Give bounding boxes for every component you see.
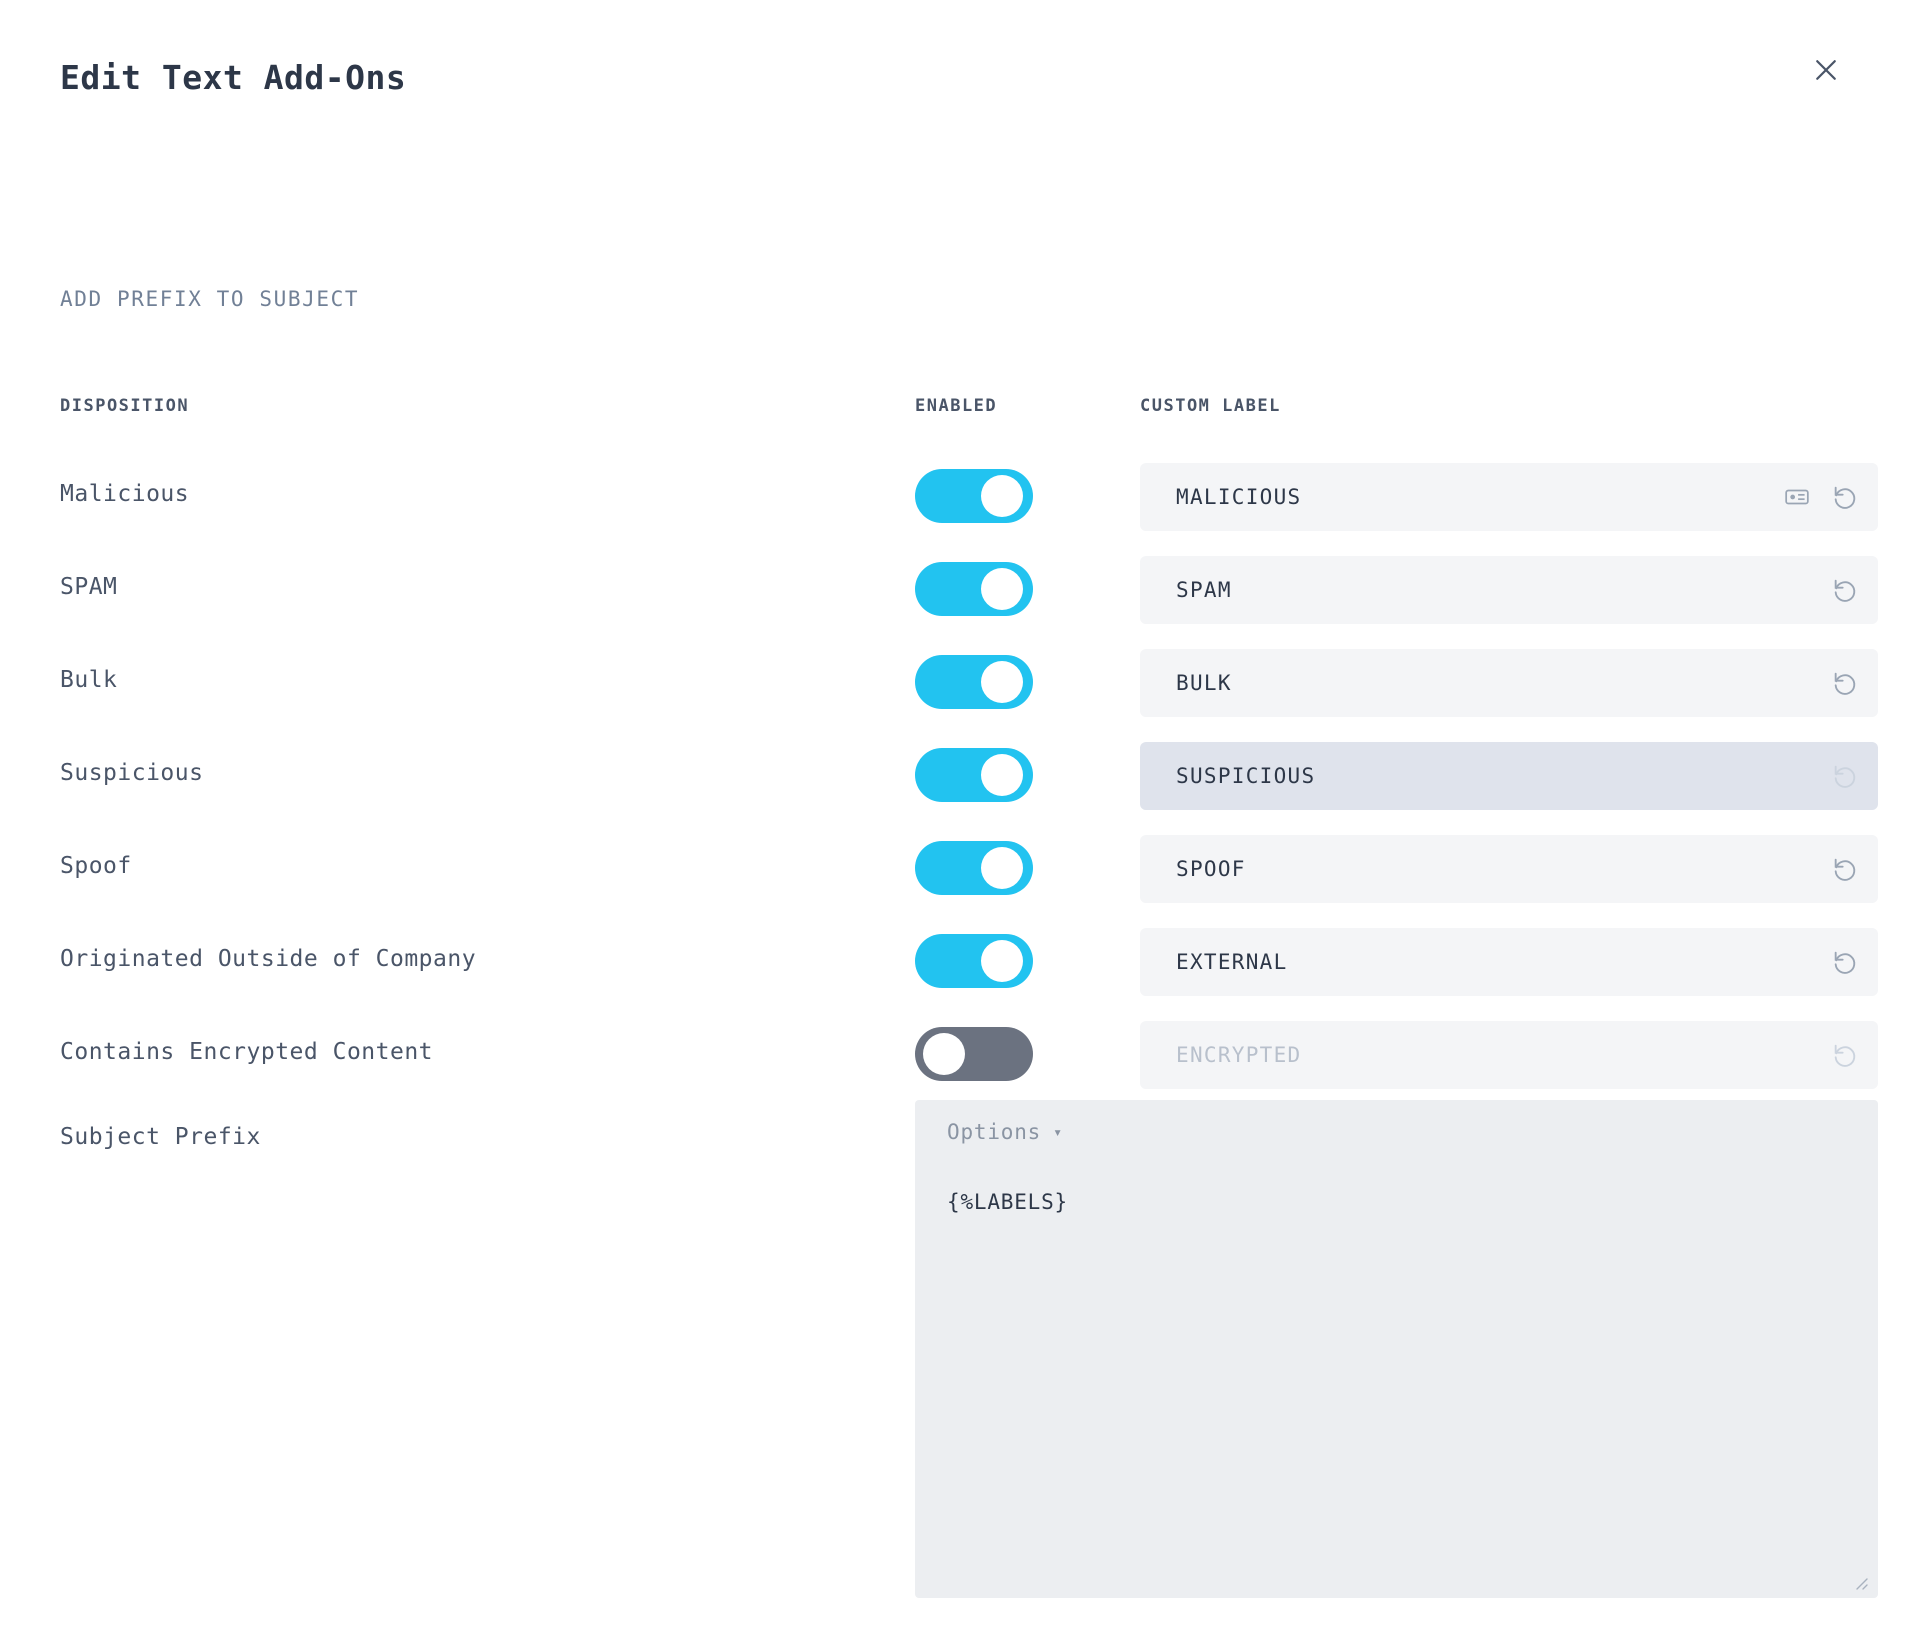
subject-prefix-textarea[interactable]: [915, 1164, 1878, 1598]
options-label: Options: [947, 1120, 1042, 1144]
row-label: Spoof: [60, 853, 132, 879]
custom-label-value: SUSPICIOUS: [1176, 764, 1316, 788]
section-heading: ADD PREFIX TO SUBJECT: [60, 287, 360, 311]
custom-label-value: BULK: [1176, 671, 1232, 695]
reset-icon[interactable]: [1830, 482, 1860, 512]
table-row: [0, 827, 1908, 920]
custom-label-field[interactable]: [1140, 556, 1878, 624]
custom-label-value: EXTERNAL: [1176, 950, 1288, 974]
close-icon[interactable]: [1804, 48, 1848, 92]
subject-prefix-value: {%LABELS}: [947, 1190, 1068, 1214]
resize-grip-icon[interactable]: [1852, 1574, 1870, 1592]
subject-prefix-label: Subject Prefix: [60, 1124, 261, 1150]
toggle-knob: [981, 661, 1023, 703]
toggle-enabled[interactable]: [915, 841, 1033, 895]
reset-icon[interactable]: [1830, 575, 1860, 605]
table-row: [0, 1013, 1908, 1106]
table-row: [0, 455, 1908, 548]
disposition-rows: [0, 455, 1908, 1106]
toggle-knob: [981, 754, 1023, 796]
toggle-enabled[interactable]: [915, 469, 1033, 523]
field-icons: [1830, 575, 1860, 605]
toggle-enabled[interactable]: [915, 934, 1033, 988]
chevron-down-icon: ▾: [1053, 1123, 1063, 1141]
field-icons: [1830, 761, 1860, 791]
reset-icon[interactable]: [1830, 761, 1860, 791]
column-header-custom-label: CUSTOM LABEL: [1140, 396, 1281, 416]
row-label: Bulk: [60, 667, 118, 693]
field-icons: [1830, 947, 1860, 977]
options-dropdown[interactable]: [915, 1100, 1878, 1164]
custom-label-field[interactable]: [1140, 1021, 1878, 1089]
custom-label-field[interactable]: [1140, 463, 1878, 531]
row-label: Suspicious: [60, 760, 204, 786]
field-icons: [1830, 1040, 1860, 1070]
toggle-enabled[interactable]: [915, 655, 1033, 709]
column-header-enabled: ENABLED: [915, 396, 998, 416]
field-icons: [1830, 668, 1860, 698]
toggle-knob: [981, 475, 1023, 517]
toggle-knob: [981, 568, 1023, 610]
row-label: Malicious: [60, 481, 190, 507]
row-label: Contains Encrypted Content: [60, 1039, 434, 1065]
toggle-enabled[interactable]: [915, 748, 1033, 802]
custom-label-value: ENCRYPTED: [1176, 1043, 1302, 1067]
reset-icon[interactable]: [1830, 668, 1860, 698]
insert-variable-icon[interactable]: [1782, 482, 1812, 512]
toggle-knob: [923, 1033, 965, 1075]
table-row: [0, 734, 1908, 827]
custom-label-field[interactable]: [1140, 742, 1878, 810]
toggle-knob: [981, 940, 1023, 982]
row-label: Originated Outside of Company: [60, 946, 477, 972]
reset-icon[interactable]: [1830, 854, 1860, 884]
toggle-enabled[interactable]: [915, 562, 1033, 616]
table-row: [0, 920, 1908, 1013]
custom-label-value: SPOOF: [1176, 857, 1246, 881]
toggle-enabled[interactable]: [915, 1027, 1033, 1081]
field-icons: [1830, 854, 1860, 884]
custom-label-field[interactable]: [1140, 649, 1878, 717]
custom-label-field[interactable]: [1140, 928, 1878, 996]
reset-icon[interactable]: [1830, 947, 1860, 977]
table-row: [0, 641, 1908, 734]
table-row: [0, 548, 1908, 641]
custom-label-value: MALICIOUS: [1176, 485, 1302, 509]
row-label: SPAM: [60, 574, 118, 600]
reset-icon[interactable]: [1830, 1040, 1860, 1070]
custom-label-value: SPAM: [1176, 578, 1232, 602]
page-title: Edit Text Add-Ons: [60, 58, 407, 97]
column-header-disposition: DISPOSITION: [60, 396, 190, 416]
custom-label-field[interactable]: [1140, 835, 1878, 903]
field-icons: [1782, 482, 1860, 512]
toggle-knob: [981, 847, 1023, 889]
